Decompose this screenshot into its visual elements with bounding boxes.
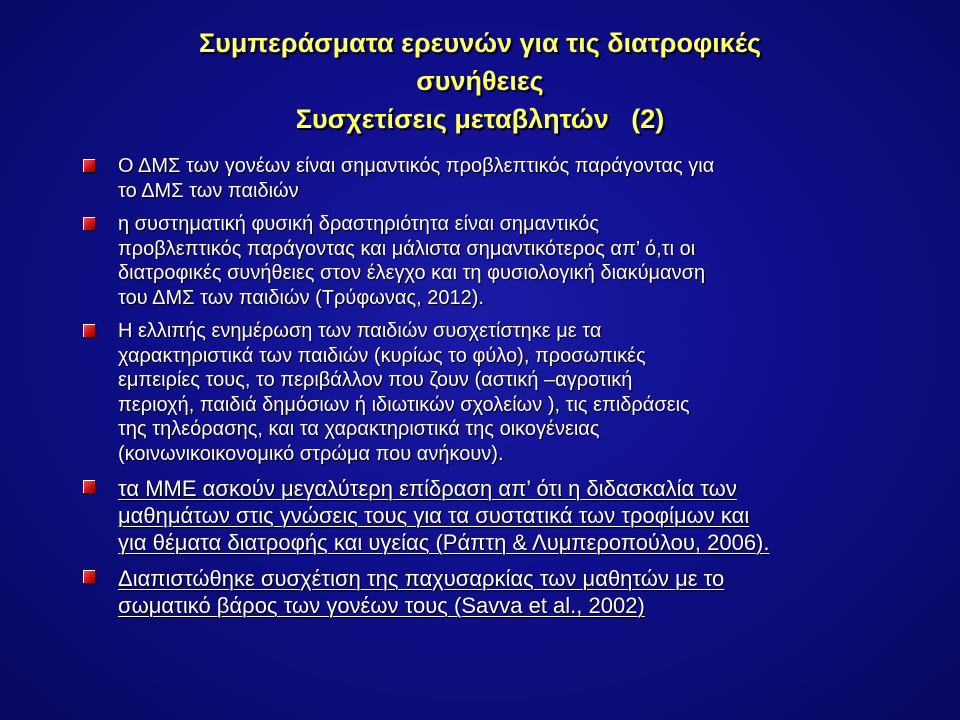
square-bullet-icon (83, 480, 95, 493)
bullet-line: διατροφικές συνήθειες στον έλεγχο και τη φυσιολογική διακύμανση (118, 262, 706, 284)
slide-title-line-3: Συσχετίσεις μεταβλητών (2) (295, 104, 665, 134)
bullet-item-3 (118, 319, 918, 466)
bullet-line (118, 565, 918, 592)
bullet-item-2 (118, 212, 918, 310)
bullet-line (118, 592, 918, 619)
bullet-line: Η ελλιπής ενημέρωση των παιδιών συσχετίστηκε με τα (118, 320, 602, 342)
bullet-line: του ΔΜΣ των παιδιών (Τρύφωνας, 2012). (118, 286, 484, 309)
square-bullet-icon (83, 159, 95, 172)
bullet-line: εμπειρίες τους, το περιβάλλον που ζουν (αστική –αγροτική (118, 369, 633, 391)
bullet-line (118, 529, 918, 556)
bullet-line: της τηλεόρασης, και τα χαρακτηριστικά της οικογένειας (118, 418, 600, 440)
bullet-line (118, 475, 918, 502)
bullet-item-4 (118, 475, 918, 556)
bullet-line-text: σωματικό βάρος των γονέων τους (Savva et al., 2002) (118, 593, 645, 618)
square-bullet-icon (83, 570, 95, 583)
bullet-line-text: για θέματα διατροφής και υγείας (Ράπτη & Λυμπεροπούλου, 2006). (118, 530, 770, 555)
square-bullet-icon (83, 324, 95, 337)
bullet-line-text: μαθημάτων στις γνώσεις τους για τα συστατικά των τροφίμων και (118, 503, 750, 528)
bullet-line: περιοχή, παιδιά δημόσιων ή ιδιωτικών σχολείων ), τις επιδράσεις (118, 393, 690, 416)
bullet-line (118, 502, 918, 529)
bullet-line: το ΔΜΣ των παιδιών (118, 179, 299, 202)
bullet-line: Ο ΔΜΣ των γονέων είναι σημαντικός προβλεπτικός παράγοντας για (118, 155, 715, 177)
bullet-list (118, 154, 918, 628)
bullet-line-text: Διαπιστώθηκε συσχέτιση της παχυσαρκίας των μαθητών με το (118, 566, 725, 591)
bullet-item-1 (118, 154, 918, 203)
bullet-line: (κοινωνικοικονομικό στρώμα που ανήκουν). (118, 442, 504, 465)
slide-title-line-2: συνήθειες (416, 66, 544, 96)
bullet-item-5 (118, 565, 918, 619)
bullet-line: προβλεπτικός παράγοντας και μάλιστα σημαντικότερος απ’ ό,τι οι (118, 237, 696, 260)
bullet-line: χαρακτηριστικά των παιδιών (κυρίως το φύλο), προσωπικές (118, 344, 646, 367)
slide-title-line-1: Συμπεράσματα ερευνών για τις διατροφικές (198, 28, 762, 58)
slide-title (40, 24, 920, 138)
square-bullet-icon (83, 217, 95, 230)
bullet-line: η συστηματική φυσική δραστηριότητα είναι σημαντικός (118, 213, 600, 235)
bullet-line-text: τα ΜΜΕ ασκούν μεγαλύτερη επίδραση απ’ ότι η διδασκαλία των (118, 476, 737, 501)
